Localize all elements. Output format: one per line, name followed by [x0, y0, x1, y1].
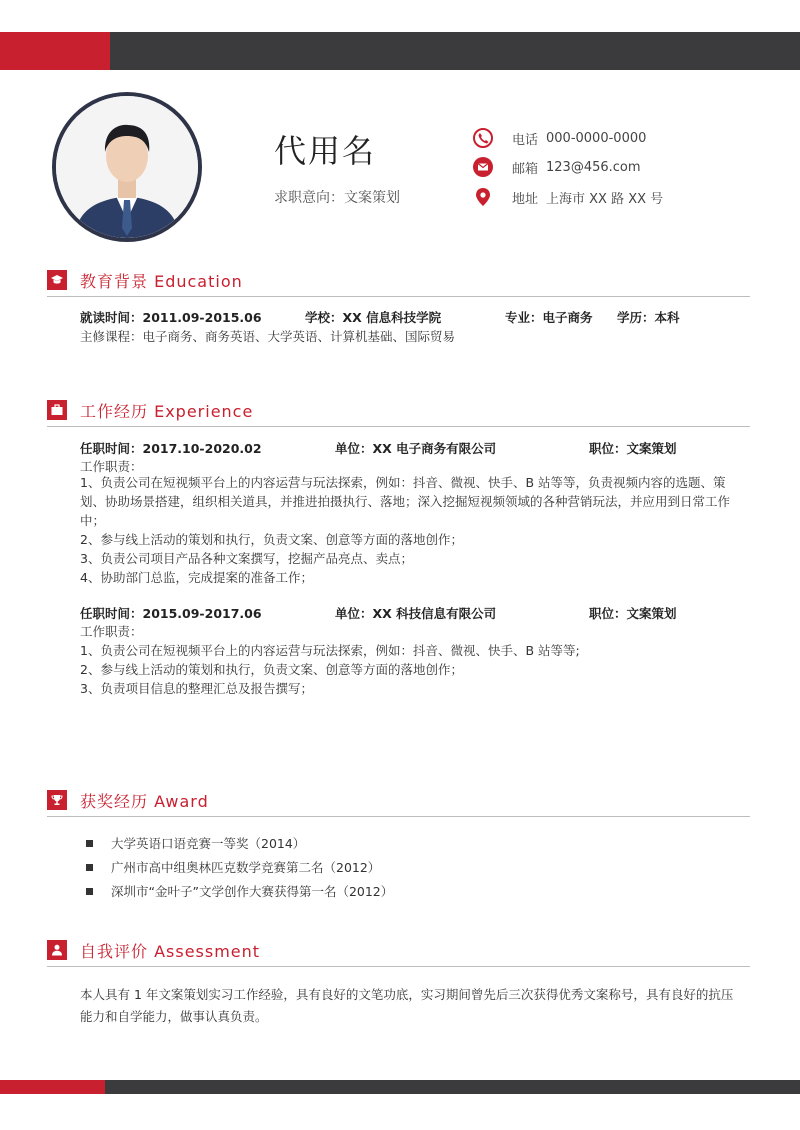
section-awards [47, 790, 750, 817]
bullet-square-icon [86, 888, 93, 895]
bullet-square-icon [86, 864, 93, 871]
job-position: 职位：文案策划 [589, 606, 677, 621]
bullet-square-icon [86, 840, 93, 847]
section-title: 教育背景 Education [80, 272, 243, 291]
section-title: 工作经历 Experience [80, 402, 254, 421]
mail-icon [472, 156, 494, 178]
contact-address: 地址 上海市 XX 路 XX 号 [472, 186, 663, 208]
duty-label: 工作职责： [80, 624, 143, 639]
address-value: 上海市 XX 路 XX 号 [546, 191, 664, 207]
edu-major: 专业：电子商务 [505, 310, 593, 325]
contact-phone: 电话 000-0000-0000 [472, 127, 646, 149]
edu-degree: 学历：本科 [617, 310, 680, 325]
award-item: 广州市高中组奥林匹克数学竞赛第二名（2012） [86, 858, 380, 876]
job-position: 职位：文案策划 [589, 441, 677, 456]
edu-courses: 主修课程：电子商务、商务英语、大学英语、计算机基础、国际贸易 [80, 329, 456, 344]
duty-item: 2、参与线上活动的策划和执行，负责文案、创意等方面的落地创作； [80, 532, 463, 547]
job-company: 单位：XX 科技信息有限公司 [335, 606, 497, 621]
contact-email: 邮箱 123@456.com [472, 156, 641, 178]
duty-item: 1、负责公司在短视频平台上的内容运营与玩法探索，例如：抖音、微视、快手、B 站等等，负责视频内容的选题、策划、协助场景搭建，组织相关道具，并推进拍摄执行、落地；深入挖掘短视频领域的各种营销玩法，并应用到日常工作中； [80, 475, 731, 528]
candidate-name: 代用名 [274, 132, 377, 170]
duty-item: 3、负责项目信息的整理汇总及报告撰写； [80, 681, 313, 696]
top-decor-bar [0, 32, 800, 70]
job-period: 任职时间：2015.09-2017.06 [80, 606, 262, 621]
edu-school: 学校：XX 信息科技学院 [305, 310, 442, 325]
graduation-cap-icon [47, 270, 67, 290]
job-period: 任职时间：2017.10-2020.02 [80, 441, 262, 456]
section-title: 自我评价 Assessment [80, 942, 261, 961]
location-icon [472, 186, 494, 208]
duty-item: 2、参与线上活动的策划和执行，负责文案、创意等方面的落地创作； [80, 662, 463, 677]
portrait-icon [56, 96, 198, 238]
phone-icon [472, 127, 494, 149]
section-education [47, 270, 750, 297]
duty-item: 1、负责公司在短视频平台上的内容运营与玩法探索，例如：抖音、微视、快手、B 站等等; [80, 643, 580, 658]
award-item: 大学英语口语竞赛一等奖（2014） [86, 834, 305, 852]
duty-label: 工作职责： [80, 459, 143, 474]
section-assessment [47, 940, 750, 967]
section-title: 获奖经历 Award [80, 792, 209, 811]
award-item: 深圳市“金叶子”文学创作大赛获得第一名（2012） [86, 882, 393, 900]
trophy-icon [47, 790, 67, 810]
duty-item: 3、负责公司项目产品各种文案撰写，挖掘产品亮点、卖点； [80, 551, 413, 566]
job-intent: 求职意向：文案策划 [274, 190, 400, 206]
person-icon [47, 940, 67, 960]
duty-item: 4、协助部门总监，完成提案的准备工作； [80, 570, 313, 585]
phone-value: 000-0000-0000 [546, 130, 647, 146]
assessment-text: 本人具有 1 年文案策划实习工作经验，具有良好的文笔功底，实习期间曾先后三次获得优秀文案称号，具有良好的抗压能力和自学能力，做事认真负责。 [80, 987, 734, 1024]
email-value: 123@456.com [546, 159, 641, 175]
job-company: 单位：XX 电子商务有限公司 [335, 441, 497, 456]
section-experience [47, 400, 750, 427]
edu-period: 就读时间：2011.09-2015.06 [80, 310, 262, 325]
bottom-decor-bar [0, 1080, 800, 1094]
briefcase-icon [47, 400, 67, 420]
avatar [52, 92, 202, 242]
